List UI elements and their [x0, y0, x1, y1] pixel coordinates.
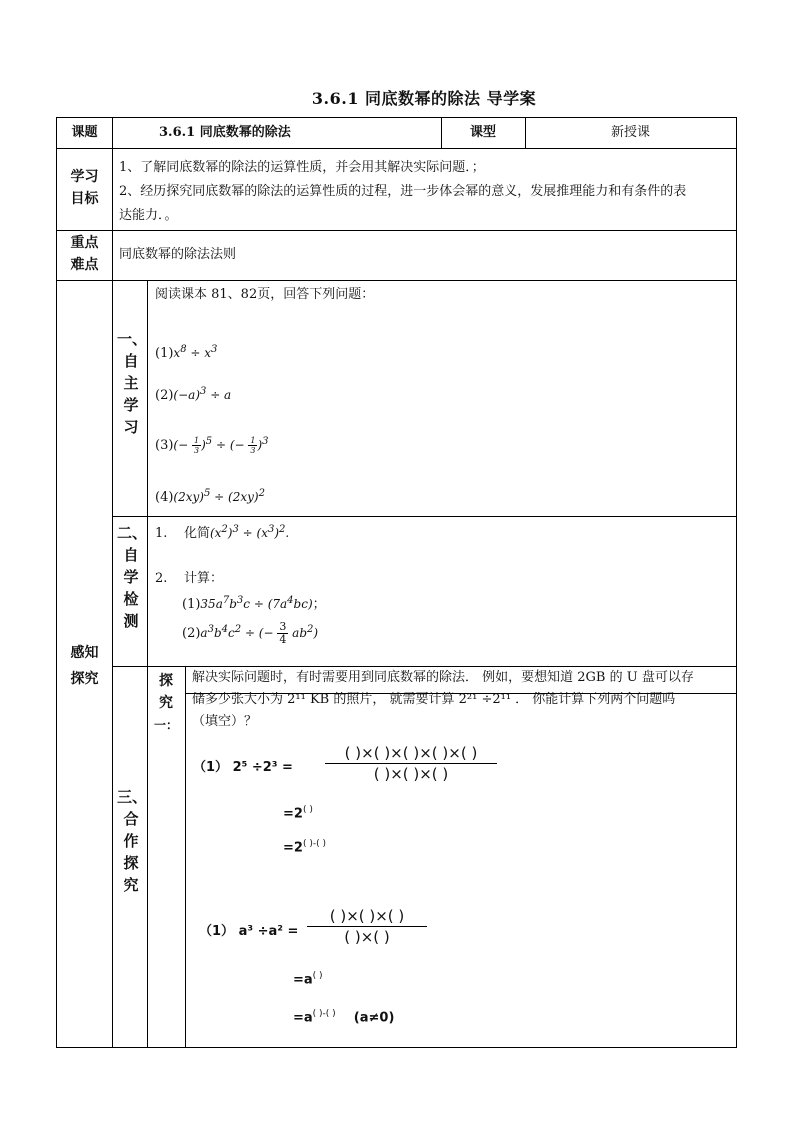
self-check-label-0: 二、: [117, 524, 148, 542]
p2-step2-exp: ( )-( ): [312, 1009, 336, 1019]
self-check-label-2: 学: [123, 568, 139, 586]
q4-prefix: (4): [155, 490, 174, 505]
item1-num: 1.: [155, 526, 168, 541]
item2-text: 计算：: [183, 571, 223, 586]
p2-condition: (a≠0): [353, 1010, 395, 1026]
item1-expression: $(x^2)^3 \div (x^3)^2$.: [209, 524, 290, 540]
goals-label: [57, 166, 112, 210]
document-title: 3.6.1 同底数幂的除法 导学案: [311, 89, 537, 108]
row-divider: [112, 516, 736, 517]
q2-prefix: (2): [155, 388, 174, 403]
p2-step2-base: =a: [293, 1010, 313, 1026]
intro-line-2: 储多少张大小为 2¹¹ KB 的照片， 就需要计算 2²¹ ÷2¹¹ ． 你能计算下列两个问题吗: [192, 692, 676, 707]
problem2-step2: [293, 1004, 394, 1028]
key-label: [57, 232, 112, 276]
self-study-q1: [155, 340, 217, 364]
sub2-expression: $a^3b^4c^2$ ÷ (− $\frac{3}{4}$ $ab^2$): [200, 620, 319, 646]
intro-line-1: 解决实际问题时，有时需要用到同底数幂的除法． 例如，要想知道 2GB 的 U 盘可以存: [192, 670, 694, 685]
col-divider: [185, 666, 186, 1047]
cooperate-label-3: 探: [123, 854, 139, 872]
self-study-label: [117, 328, 148, 438]
course-label: 课题: [71, 125, 98, 140]
row-divider: [57, 148, 736, 149]
key-label-line2: 难点: [70, 257, 99, 273]
problem2-denominator: ( )×( ): [344, 928, 390, 946]
sub2-prefix: (2): [182, 626, 201, 641]
problem1-numerator: ( )×( )×( )×( )×( ): [325, 743, 497, 764]
cooperate-label-1: 合: [123, 810, 139, 828]
self-check-label-3: 检: [123, 590, 139, 608]
self-study-label-3: 学: [123, 396, 139, 414]
explore-label: [57, 640, 112, 692]
goal-line-1: 1、了解同底数幂的除法的运算性质，并会用其解决实际问题．；: [119, 160, 485, 175]
intro-line-3: （填空）？: [192, 714, 258, 729]
self-study-q3: [155, 432, 269, 456]
type-value: 新授课: [610, 125, 650, 140]
explore-one-label-2: 一：: [153, 718, 178, 732]
self-study-q4: [155, 484, 265, 508]
q1-prefix: (1): [155, 346, 174, 361]
p1-step1-base: =2: [283, 806, 303, 822]
goals-label-line1: 学习: [70, 169, 99, 185]
goal-line-3: 达能力．。: [119, 208, 178, 223]
q3-prefix: (3): [155, 438, 174, 453]
cooperate-label-0: 三、: [117, 788, 148, 806]
cooperate-intro: [192, 667, 734, 733]
p2-step1-base: =a: [293, 972, 313, 988]
self-check-item2-sub2: [182, 620, 318, 646]
problem1-fraction: [325, 743, 497, 784]
item1-text: 化简: [183, 526, 210, 541]
explore-one-label-1: 究: [159, 695, 173, 711]
goal-line-2: 2、经历探究同底数幂的除法的运算性质的过程，进一步体会幂的意义，发展推理能力和有条件的表: [119, 184, 687, 199]
self-study-intro: 阅读课本 81、82页，回答下列问题：: [155, 287, 375, 302]
sub1-expression: $35a^7b^3c \div (7a^4bc)$: [200, 595, 313, 611]
row-divider: [57, 280, 736, 281]
p1-step2-exp: ( )-( ): [302, 839, 326, 849]
self-study-label-4: 习: [123, 418, 139, 436]
explore-one-label-0: 探: [159, 673, 173, 689]
type-label: 课型: [469, 125, 496, 140]
problem1-step1: [283, 800, 313, 824]
self-check-item2-sub1: $(1)35a^7b^3c \div (7a^4bc)$；: [182, 595, 326, 612]
row-divider: [57, 230, 736, 231]
col-divider: [147, 280, 148, 1047]
q3-expression: (− $\frac{1}{3}$ )$^5$ ÷ (− $\frac{1}{3}$ )$^3$: [173, 436, 269, 455]
self-study-label-1: 自: [123, 352, 139, 370]
goals-label-line2: 目标: [70, 191, 99, 207]
sub1-prefix: (1): [182, 597, 201, 612]
problem1-prefix: （1） 2⁵ ÷2³ =: [193, 760, 293, 775]
explore-label-line1: 感知: [70, 645, 99, 661]
self-check-label: [117, 522, 148, 632]
key-label-line1: 重点: [70, 235, 99, 251]
self-study-label-2: 主: [123, 374, 139, 392]
self-check-item2: [155, 569, 223, 589]
cooperate-label-2: 作: [123, 832, 139, 850]
lesson-table: [56, 117, 737, 1048]
p2-step1-exp: ( ): [312, 971, 323, 981]
problem1-denominator: ( )×( )×( ): [373, 765, 449, 783]
self-study-label-0: 一、: [117, 330, 148, 348]
problem2-prefix: （1） a³ ÷a² =: [199, 924, 299, 939]
self-check-label-4: 测: [123, 612, 139, 630]
p1-step2-base: =2: [283, 840, 303, 856]
course-value: 3.6.1 同底数幂的除法: [159, 125, 291, 140]
explore-label-line2: 探究: [70, 671, 99, 687]
problem2-numerator: ( )×( )×( ): [307, 906, 427, 927]
goals-content: [119, 156, 731, 228]
key-content: 同底数幂的除法法则: [119, 247, 237, 262]
self-check-item1: [155, 520, 289, 544]
q2-expression: $(-a)^3 \div a$: [173, 386, 232, 402]
cooperate-label-4: 究: [123, 876, 139, 894]
col-divider: [112, 118, 113, 1047]
q4-expression: $(2xy)^5 \div (2xy)^2$: [173, 488, 265, 504]
problem1-step2: [283, 834, 326, 858]
self-study-q2: [155, 382, 231, 406]
explore-one-label: [149, 670, 183, 736]
cooperate-label: [117, 786, 148, 896]
self-check-label-1: 自: [123, 546, 139, 564]
item2-num: 2.: [155, 571, 168, 586]
problem2-fraction: [307, 906, 427, 947]
problem2-step1: [293, 966, 323, 990]
p1-step1-exp: ( ): [302, 805, 313, 815]
q1-expression: $x^8 \div x^3$: [173, 344, 218, 360]
